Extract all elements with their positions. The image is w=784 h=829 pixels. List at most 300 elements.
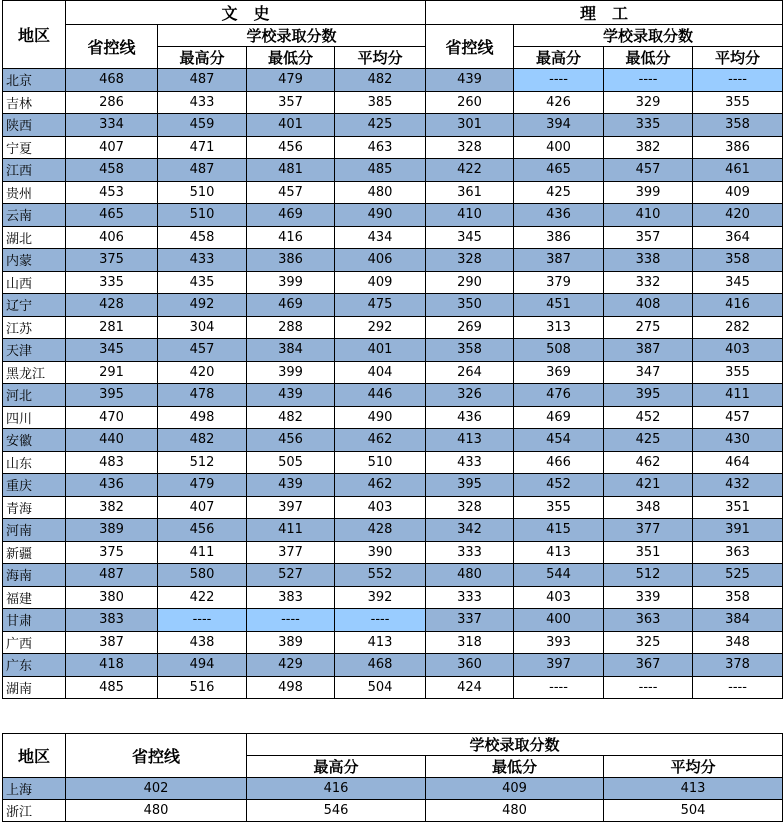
score-cell: 482	[158, 429, 247, 452]
bottom-min-header: 最低分	[426, 756, 604, 778]
score-cell: 345	[426, 226, 514, 249]
score-table-bottom	[2, 733, 783, 822]
score-cell: 292	[335, 316, 426, 339]
score-cell: 454	[514, 429, 604, 452]
score-cell: 416	[247, 226, 335, 249]
score-cell: 476	[514, 384, 604, 407]
score-cell: 377	[247, 541, 335, 564]
score-cell: 338	[604, 249, 693, 272]
score-cell: 452	[514, 474, 604, 497]
score-cell: 461	[693, 159, 783, 182]
score-cell: 313	[514, 316, 604, 339]
score-cell: 508	[514, 339, 604, 362]
score-cell: 400	[514, 609, 604, 632]
score-cell: 479	[158, 474, 247, 497]
score-cell: 490	[335, 204, 426, 227]
science-avg-header: 平均分	[693, 47, 783, 69]
score-cell: 439	[247, 474, 335, 497]
score-cell: 413	[514, 541, 604, 564]
score-cell: 328	[426, 249, 514, 272]
score-cell: 413	[604, 778, 783, 800]
score-cell: 446	[335, 384, 426, 407]
score-cell: 512	[604, 564, 693, 587]
region-cell: 上海	[3, 778, 66, 800]
score-cell: 452	[604, 406, 693, 429]
score-cell: 527	[247, 564, 335, 587]
score-cell: 318	[426, 631, 514, 654]
score-cell: 399	[604, 181, 693, 204]
score-cell: 333	[426, 586, 514, 609]
table-row	[3, 609, 783, 632]
table-row	[3, 294, 783, 317]
table-row	[3, 778, 783, 800]
score-cell: 481	[247, 159, 335, 182]
score-cell: 465	[66, 204, 158, 227]
score-cell: 440	[66, 429, 158, 452]
score-cell: 291	[66, 361, 158, 384]
score-cell: 397	[247, 496, 335, 519]
score-cell: 457	[158, 339, 247, 362]
score-cell: ----	[158, 609, 247, 632]
score-cell: 480	[426, 564, 514, 587]
score-cell: 552	[335, 564, 426, 587]
science-header: 理 工	[426, 1, 783, 25]
score-cell: 504	[335, 676, 426, 699]
score-cell: 394	[514, 114, 604, 137]
score-cell: 387	[604, 339, 693, 362]
score-cell: 339	[604, 586, 693, 609]
score-cell: 401	[335, 339, 426, 362]
region-cell: 江西	[3, 159, 66, 182]
score-cell: 325	[604, 631, 693, 654]
score-cell: 411	[158, 541, 247, 564]
score-cell: 385	[335, 91, 426, 114]
score-cell: 328	[426, 136, 514, 159]
score-cell: 457	[247, 181, 335, 204]
score-cell: 357	[604, 226, 693, 249]
score-cell: 411	[247, 519, 335, 542]
score-cell: 400	[514, 136, 604, 159]
score-cell: 275	[604, 316, 693, 339]
score-cell: 457	[693, 406, 783, 429]
table-row	[3, 271, 783, 294]
score-cell: 403	[335, 496, 426, 519]
region-cell: 陕西	[3, 114, 66, 137]
score-cell: 408	[604, 294, 693, 317]
region-cell: 海南	[3, 564, 66, 587]
score-cell: 355	[514, 496, 604, 519]
score-cell: 434	[335, 226, 426, 249]
score-cell: 378	[693, 654, 783, 677]
score-cell: 485	[66, 676, 158, 699]
score-cell: 480	[426, 800, 604, 822]
score-cell: 422	[158, 586, 247, 609]
score-cell: 544	[514, 564, 604, 587]
score-cell: 482	[335, 69, 426, 92]
score-cell: 465	[514, 159, 604, 182]
score-cell: 342	[426, 519, 514, 542]
score-cell: 301	[426, 114, 514, 137]
table-row	[3, 181, 783, 204]
score-cell: 332	[604, 271, 693, 294]
region-cell: 贵州	[3, 181, 66, 204]
score-cell: 483	[66, 451, 158, 474]
score-cell: 345	[693, 271, 783, 294]
region-cell: 福建	[3, 586, 66, 609]
region-header: 地区	[3, 1, 66, 69]
score-cell: 363	[693, 541, 783, 564]
score-cell: 399	[247, 271, 335, 294]
score-cell: 395	[604, 384, 693, 407]
score-cell: 425	[514, 181, 604, 204]
table-row	[3, 654, 783, 677]
score-cell: 432	[693, 474, 783, 497]
score-cell: 395	[66, 384, 158, 407]
score-cell: 415	[514, 519, 604, 542]
score-cell: 392	[335, 586, 426, 609]
score-cell: 386	[693, 136, 783, 159]
score-cell: 363	[604, 609, 693, 632]
table-row	[3, 564, 783, 587]
region-cell: 新疆	[3, 541, 66, 564]
score-cell: 358	[693, 114, 783, 137]
score-cell: 264	[426, 361, 514, 384]
score-cell: 409	[693, 181, 783, 204]
score-cell: 351	[693, 496, 783, 519]
score-cell: 425	[604, 429, 693, 452]
score-cell: 469	[514, 406, 604, 429]
score-cell: 391	[693, 519, 783, 542]
score-cell: 436	[66, 474, 158, 497]
bottom-avg-header: 平均分	[604, 756, 783, 778]
bottom-region-header: 地区	[3, 734, 66, 778]
score-cell: 410	[426, 204, 514, 227]
score-cell: 429	[247, 654, 335, 677]
score-cell: 458	[66, 159, 158, 182]
score-cell: 422	[426, 159, 514, 182]
region-cell: 广东	[3, 654, 66, 677]
score-cell: 375	[66, 541, 158, 564]
score-cell: 498	[158, 406, 247, 429]
bottom-max-header: 最高分	[247, 756, 426, 778]
science-province-line-header: 省控线	[426, 25, 514, 69]
score-cell: 485	[335, 159, 426, 182]
table-row	[3, 429, 783, 452]
table-row	[3, 631, 783, 654]
score-cell: ----	[693, 69, 783, 92]
score-cell: 335	[66, 271, 158, 294]
score-cell: 487	[158, 159, 247, 182]
score-cell: 469	[247, 204, 335, 227]
score-cell: 470	[66, 406, 158, 429]
region-cell: 河北	[3, 384, 66, 407]
score-cell: 390	[335, 541, 426, 564]
region-cell: 青海	[3, 496, 66, 519]
region-cell: 北京	[3, 69, 66, 92]
score-cell: 546	[247, 800, 426, 822]
score-cell: 377	[604, 519, 693, 542]
science-max-header: 最高分	[514, 47, 604, 69]
score-cell: 468	[66, 69, 158, 92]
score-cell: 458	[158, 226, 247, 249]
table-row	[3, 226, 783, 249]
score-cell: 401	[247, 114, 335, 137]
score-cell: 525	[693, 564, 783, 587]
score-cell: 379	[514, 271, 604, 294]
score-cell: 361	[426, 181, 514, 204]
liberal-min-header: 最低分	[247, 47, 335, 69]
table-row	[3, 586, 783, 609]
score-cell: 393	[514, 631, 604, 654]
score-cell: 471	[158, 136, 247, 159]
score-cell: 399	[247, 361, 335, 384]
region-cell: 辽宁	[3, 294, 66, 317]
score-cell: 404	[335, 361, 426, 384]
score-cell: 430	[693, 429, 783, 452]
score-cell: 406	[66, 226, 158, 249]
score-cell: 407	[158, 496, 247, 519]
score-cell: 375	[66, 249, 158, 272]
region-cell: 四川	[3, 406, 66, 429]
score-cell: 382	[66, 496, 158, 519]
region-cell: 重庆	[3, 474, 66, 497]
score-cell: ----	[335, 609, 426, 632]
score-cell: 386	[247, 249, 335, 272]
score-cell: 436	[514, 204, 604, 227]
score-cell: 436	[426, 406, 514, 429]
score-cell: 369	[514, 361, 604, 384]
score-cell: 337	[426, 609, 514, 632]
table-row	[3, 384, 783, 407]
score-cell: 456	[158, 519, 247, 542]
region-cell: 吉林	[3, 91, 66, 114]
score-cell: 406	[335, 249, 426, 272]
score-cell: 512	[158, 451, 247, 474]
table-row	[3, 91, 783, 114]
score-cell: 386	[514, 226, 604, 249]
score-cell: 451	[514, 294, 604, 317]
score-cell: 382	[604, 136, 693, 159]
score-cell: 269	[426, 316, 514, 339]
table-row	[3, 361, 783, 384]
score-cell: 459	[158, 114, 247, 137]
score-cell: 464	[693, 451, 783, 474]
region-cell: 江苏	[3, 316, 66, 339]
score-cell: 355	[693, 91, 783, 114]
region-cell: 广西	[3, 631, 66, 654]
score-cell: 384	[693, 609, 783, 632]
score-cell: 348	[604, 496, 693, 519]
score-cell: 347	[604, 361, 693, 384]
score-cell: 288	[247, 316, 335, 339]
score-cell: 433	[158, 249, 247, 272]
table-row	[3, 676, 783, 699]
table-row	[3, 69, 783, 92]
score-cell: 487	[66, 564, 158, 587]
score-cell: 304	[158, 316, 247, 339]
region-cell: 天津	[3, 339, 66, 362]
score-cell: 350	[426, 294, 514, 317]
score-cell: 439	[426, 69, 514, 92]
score-cell: 403	[693, 339, 783, 362]
score-cell: 397	[514, 654, 604, 677]
score-cell: 416	[693, 294, 783, 317]
score-cell: 348	[693, 631, 783, 654]
score-cell: 463	[335, 136, 426, 159]
score-cell: 345	[66, 339, 158, 362]
table-row	[3, 339, 783, 362]
score-cell: 580	[158, 564, 247, 587]
score-cell: 480	[335, 181, 426, 204]
score-cell: 492	[158, 294, 247, 317]
score-cell: 403	[514, 586, 604, 609]
score-cell: 462	[335, 429, 426, 452]
score-cell: 510	[158, 181, 247, 204]
liberal-school-score-header: 学校录取分数	[158, 25, 426, 47]
score-cell: 516	[158, 676, 247, 699]
score-cell: 328	[426, 496, 514, 519]
liberal-max-header: 最高分	[158, 47, 247, 69]
liberal-avg-header: 平均分	[335, 47, 426, 69]
score-cell: 487	[158, 69, 247, 92]
score-cell: 286	[66, 91, 158, 114]
liberal-arts-header: 文 史	[66, 1, 426, 25]
score-cell: ----	[604, 676, 693, 699]
score-cell: 409	[335, 271, 426, 294]
score-cell: 510	[158, 204, 247, 227]
score-cell: ----	[247, 609, 335, 632]
liberal-province-line-header: 省控线	[66, 25, 158, 69]
score-cell: 438	[158, 631, 247, 654]
table-row	[3, 474, 783, 497]
score-cell: 494	[158, 654, 247, 677]
score-cell: 383	[66, 609, 158, 632]
score-cell: 290	[426, 271, 514, 294]
table-row	[3, 249, 783, 272]
score-cell: 360	[426, 654, 514, 677]
table-row	[3, 136, 783, 159]
region-cell: 宁夏	[3, 136, 66, 159]
region-cell: 甘肃	[3, 609, 66, 632]
score-cell: 355	[693, 361, 783, 384]
score-cell: 411	[693, 384, 783, 407]
score-table-body	[3, 69, 783, 699]
score-cell: 456	[247, 429, 335, 452]
score-cell: 433	[158, 91, 247, 114]
score-cell: 505	[247, 451, 335, 474]
score-cell: 456	[247, 136, 335, 159]
region-cell: 山西	[3, 271, 66, 294]
science-school-score-header: 学校录取分数	[514, 25, 783, 47]
score-cell: 409	[426, 778, 604, 800]
table-row	[3, 451, 783, 474]
score-cell: ----	[514, 676, 604, 699]
region-cell: 内蒙	[3, 249, 66, 272]
score-cell: 468	[335, 654, 426, 677]
score-cell: 407	[66, 136, 158, 159]
table-row	[3, 204, 783, 227]
region-cell: 山东	[3, 451, 66, 474]
bottom-province-line-header: 省控线	[66, 734, 247, 778]
score-cell: 482	[247, 406, 335, 429]
score-cell: 358	[693, 586, 783, 609]
score-cell: 416	[247, 778, 426, 800]
score-cell: 424	[426, 676, 514, 699]
table-row	[3, 541, 783, 564]
score-cell: 395	[426, 474, 514, 497]
region-cell: 湖南	[3, 676, 66, 699]
score-table-main	[2, 0, 783, 699]
score-cell: 281	[66, 316, 158, 339]
score-cell: 457	[604, 159, 693, 182]
science-min-header: 最低分	[604, 47, 693, 69]
score-cell: ----	[693, 676, 783, 699]
score-cell: 413	[426, 429, 514, 452]
score-cell: 387	[66, 631, 158, 654]
score-cell: 326	[426, 384, 514, 407]
score-cell: 380	[66, 586, 158, 609]
score-cell: 421	[604, 474, 693, 497]
table-row	[3, 496, 783, 519]
table-row	[3, 114, 783, 137]
score-cell: 329	[604, 91, 693, 114]
table-row	[3, 316, 783, 339]
score-cell: 351	[604, 541, 693, 564]
score-cell: 389	[247, 631, 335, 654]
score-cell: 439	[247, 384, 335, 407]
score-cell: 335	[604, 114, 693, 137]
score-cell: ----	[604, 69, 693, 92]
score-cell: 282	[693, 316, 783, 339]
score-cell: 453	[66, 181, 158, 204]
score-cell: 475	[335, 294, 426, 317]
score-cell: 389	[66, 519, 158, 542]
score-cell: 425	[335, 114, 426, 137]
region-cell: 云南	[3, 204, 66, 227]
score-cell: 469	[247, 294, 335, 317]
region-cell: 河南	[3, 519, 66, 542]
score-cell: 420	[158, 361, 247, 384]
score-cell: 260	[426, 91, 514, 114]
score-cell: 428	[66, 294, 158, 317]
score-cell: 358	[693, 249, 783, 272]
score-cell: 504	[604, 800, 783, 822]
score-cell: ----	[514, 69, 604, 92]
score-cell: 426	[514, 91, 604, 114]
score-cell: 384	[247, 339, 335, 362]
score-cell: 480	[66, 800, 247, 822]
score-cell: 367	[604, 654, 693, 677]
region-cell: 浙江	[3, 800, 66, 822]
score-cell: 357	[247, 91, 335, 114]
table-row	[3, 406, 783, 429]
bottom-table-body	[3, 778, 783, 822]
table-row	[3, 159, 783, 182]
score-cell: 383	[247, 586, 335, 609]
score-cell: 510	[335, 451, 426, 474]
score-cell: 334	[66, 114, 158, 137]
region-cell: 黑龙江	[3, 361, 66, 384]
table-row	[3, 800, 783, 822]
score-cell: 478	[158, 384, 247, 407]
score-cell: 479	[247, 69, 335, 92]
score-cell: 410	[604, 204, 693, 227]
score-cell: 462	[335, 474, 426, 497]
score-cell: 413	[335, 631, 426, 654]
score-cell: 420	[693, 204, 783, 227]
table-row	[3, 519, 783, 542]
score-cell: 358	[426, 339, 514, 362]
